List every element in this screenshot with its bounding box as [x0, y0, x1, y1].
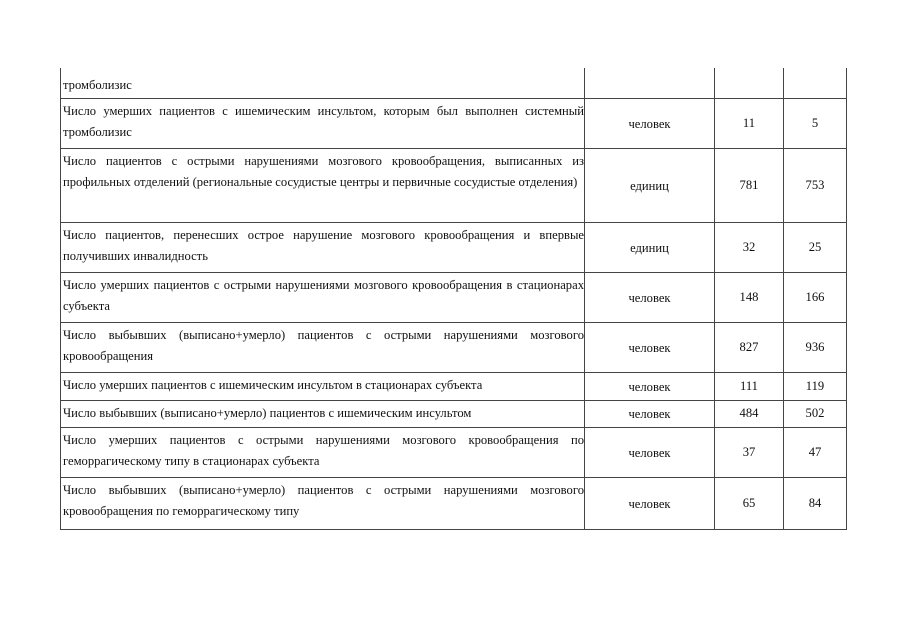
unit-cell: единиц	[585, 148, 715, 222]
indicator-cell: Число пациентов с острыми нарушениями мозгового кровообращения, выписанных из профильных отделений (региональные сосудистые центры и первичные сосудистые отделения)	[61, 148, 585, 222]
table-row	[61, 427, 847, 477]
value-cell-b: 166	[784, 272, 847, 322]
indicator-cell: Число пациентов, перенесших острое нарушение мозгового кровообращения и впервые получивших инвалидность	[61, 222, 585, 272]
unit-cell: человек	[585, 400, 715, 427]
unit-cell: единиц	[585, 222, 715, 272]
unit-cell	[585, 68, 715, 98]
indicator-cell: Число выбывших (выписано+умерло) пациентов с ишемическим инсультом	[61, 400, 585, 427]
value-cell-a: 11	[715, 98, 784, 148]
indicator-cell: Число выбывших (выписано+умерло) пациентов с острыми нарушениями мозгового кровообращения	[61, 322, 585, 372]
value-cell-a: 148	[715, 272, 784, 322]
value-cell-a: 37	[715, 427, 784, 477]
table-row	[61, 222, 847, 272]
indicator-cell: Число умерших пациентов с ишемическим инсультом в стационарах субъекта	[61, 372, 585, 400]
value-cell-b: 502	[784, 400, 847, 427]
value-cell-a: 32	[715, 222, 784, 272]
table-row	[61, 400, 847, 427]
table-row	[61, 148, 847, 222]
table-row	[61, 477, 847, 529]
value-cell-a: 781	[715, 148, 784, 222]
unit-cell: человек	[585, 272, 715, 322]
table-row	[61, 372, 847, 400]
statistics-table	[60, 68, 847, 530]
value-cell-a: 111	[715, 372, 784, 400]
indicator-cell: Число умерших пациентов с острыми нарушениями мозгового кровообращения по геморрагическому типу в стационарах субъекта	[61, 427, 585, 477]
indicator-cell: Число умерших пациентов с острыми нарушениями мозгового кровообращения в стационарах субъекта	[61, 272, 585, 322]
value-cell-b: 753	[784, 148, 847, 222]
table-row	[61, 322, 847, 372]
value-cell-b: 25	[784, 222, 847, 272]
value-cell-b: 119	[784, 372, 847, 400]
table-row	[61, 68, 847, 98]
value-cell-b: 5	[784, 98, 847, 148]
indicator-cell: тромболизис	[61, 68, 585, 98]
value-cell-b: 47	[784, 427, 847, 477]
unit-cell: человек	[585, 427, 715, 477]
unit-cell: человек	[585, 477, 715, 529]
value-cell-a: 484	[715, 400, 784, 427]
indicator-cell: Число выбывших (выписано+умерло) пациентов с острыми нарушениями мозгового кровообращения по геморрагическому типу	[61, 477, 585, 529]
unit-cell: человек	[585, 322, 715, 372]
value-cell-a	[715, 68, 784, 98]
indicator-cell: Число умерших пациентов с ишемическим инсультом, которым был выполнен системный тромболизис	[61, 98, 585, 148]
table-row	[61, 272, 847, 322]
unit-cell: человек	[585, 98, 715, 148]
value-cell-b: 84	[784, 477, 847, 529]
value-cell-a: 827	[715, 322, 784, 372]
value-cell-b: 936	[784, 322, 847, 372]
value-cell-a: 65	[715, 477, 784, 529]
value-cell-b	[784, 68, 847, 98]
table-row	[61, 98, 847, 148]
unit-cell: человек	[585, 372, 715, 400]
